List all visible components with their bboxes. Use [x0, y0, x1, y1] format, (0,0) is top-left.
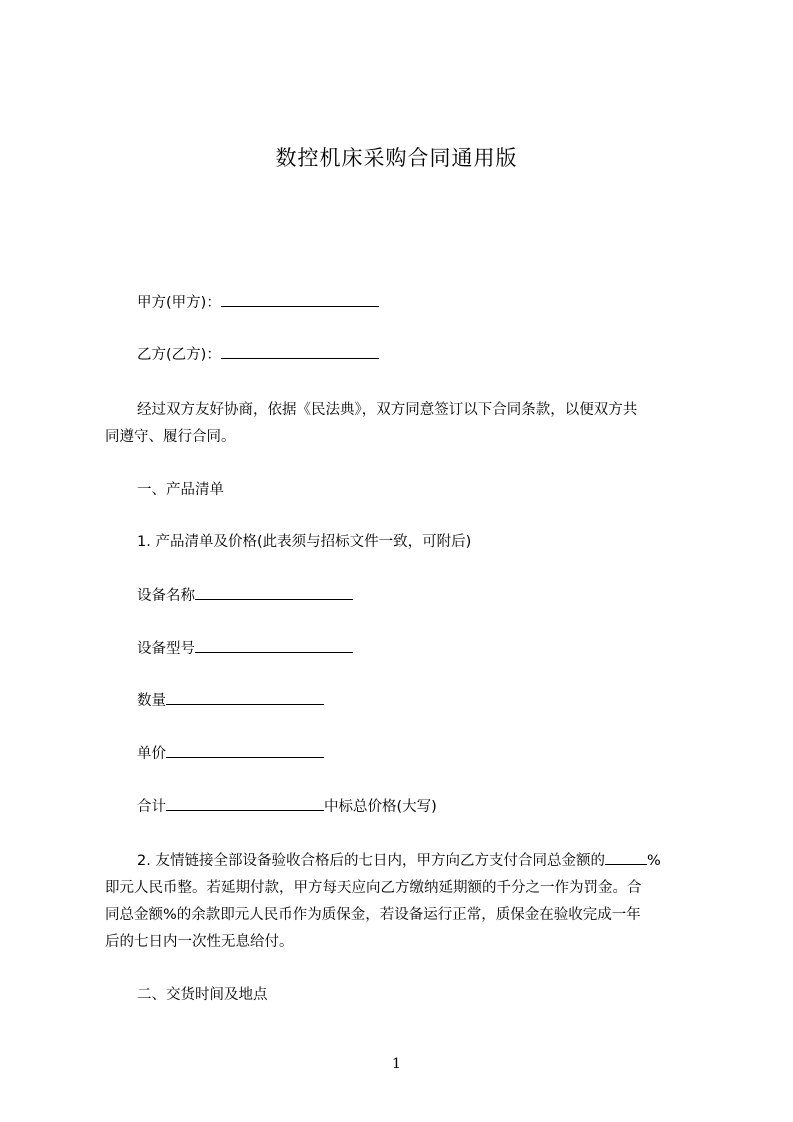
party-b-label: 乙方(乙方)：: [137, 347, 221, 363]
page-number: 1: [392, 1056, 401, 1072]
unit-price-blank: [166, 743, 324, 758]
total-line: [137, 796, 437, 817]
party-b-blank: [221, 344, 379, 359]
party-a-label: 甲方(甲方)：: [137, 295, 221, 311]
unit-price-label: 单价: [137, 746, 166, 762]
item2-line-3: 同总金额%的余款即元人民币作为质保金，若设备运行正常，质保金在验收完成一年: [105, 907, 641, 923]
item2-line-1: 2. 友情链接全部设备验收合格后的七日内，甲方向乙方支付合同总金额的 %: [105, 848, 705, 875]
section2-heading: 二、交货时间及地点: [137, 987, 268, 1003]
device-model-line: [137, 638, 353, 659]
total-blank: [166, 796, 324, 811]
document-title: 数控机床采购合同通用版: [275, 146, 518, 170]
party-a-blank: [221, 292, 379, 307]
intro-line-1: 经过双方友好协商，依据《民法典》，双方同意签订以下合同条款，以便双方共: [137, 402, 638, 418]
device-name-line: [137, 585, 353, 606]
device-name-label: 设备名称: [137, 588, 195, 604]
total-label: 合计: [137, 799, 166, 815]
total-suffix: 中标总价格(大写): [324, 799, 437, 815]
intro-line-2: 同遵守、履行合同。: [105, 429, 236, 445]
section1-heading: 一、产品清单: [137, 482, 224, 498]
quantity-blank: [166, 690, 324, 705]
device-model-blank: [195, 638, 353, 653]
party-b-line: [137, 344, 379, 365]
percent-blank: [605, 850, 647, 865]
item2-line-2: 即元人民币整。若延期付款，甲方每天应向乙方缴纳延期额的千分之一作为罚金。合: [105, 880, 642, 896]
unit-price-line: [137, 743, 324, 764]
item1-title: 1. 产品清单及价格(此表须与招标文件一致，可附后): [137, 534, 472, 550]
device-name-blank: [195, 585, 353, 600]
device-model-label: 设备型号: [137, 641, 195, 657]
quantity-line: [137, 690, 324, 711]
intro-paragraph: [105, 397, 705, 451]
item2-paragraph: [105, 848, 705, 956]
quantity-label: 数量: [137, 693, 166, 709]
item2-line-4: 后的七日内一次性无息给付。: [105, 934, 294, 950]
party-a-line: [137, 292, 379, 313]
